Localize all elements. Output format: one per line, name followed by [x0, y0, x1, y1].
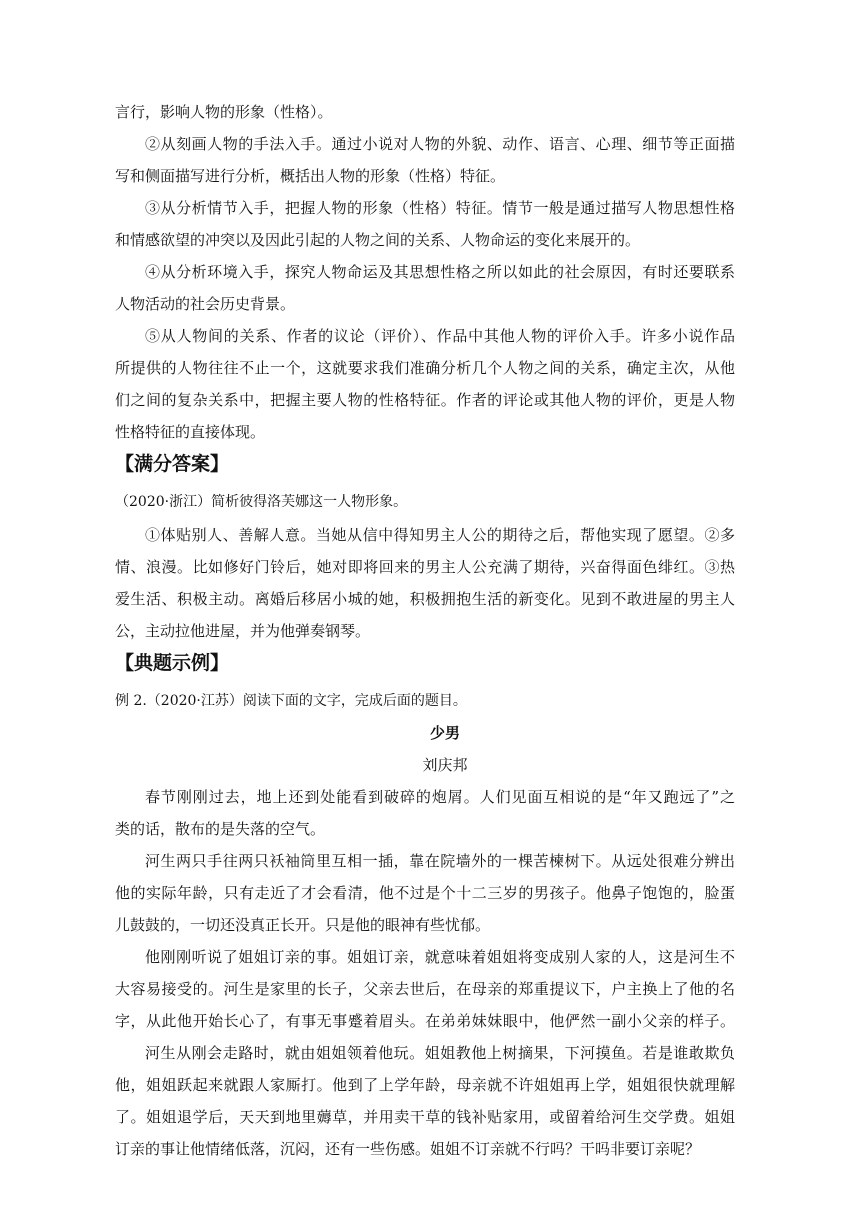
answer-line-1: ①体贴别人、善解人意。当她从信中得知男主人公的期待之后，帮他实现了愿望。②多: [145, 526, 735, 544]
story-line-1: 春节刚刚过去，地上还到处能看到破碎的炮屑。人们见面互相说的是“年又跑远了”之: [145, 788, 735, 806]
method-line-2: ②从刻画人物的手法入手。通过小说对人物的外貌、动作、语言、心理、细节等正面描: [145, 135, 735, 153]
story-line-8: 字，从此他开始长心了，有事无事蹙着眉头。在弟弟妹妹眼中，他俨然一副小父亲的样子。: [115, 1012, 735, 1030]
answer-line-4: 公，主动拉他进屋，并为他弹奏钢琴。: [115, 622, 371, 640]
method-line-5: 和情感欲望的冲突以及因此引起的人物之间的关系、人物命运的变化来展开的。: [115, 231, 641, 249]
story-author: 刘庆邦: [422, 756, 468, 774]
story-line-10: 他，姐姐跃起来就跟人家厮打。他到了上学年龄，母亲就不许姐姐再上学，姐姐很快就理解: [115, 1076, 735, 1094]
story-title: 少男: [429, 724, 460, 742]
story-line-7: 大容易接受的。河生是家里的长子，父亲去世后，在母亲的郑重提议下，户主换上了他的名: [115, 980, 735, 998]
story-line-5: 儿鼓鼓的，一切还没真正长开。只是他的眼神有些忧郁。: [115, 916, 491, 934]
method-line-9: 所提供的人物往往不止一个，这就要求我们准确分析几个人物之间的关系，确定主次，从他: [115, 359, 735, 377]
answer-question: （2020·浙江）简析彼得洛芙娜这一人物形象。: [115, 494, 408, 510]
story-line-4: 他的实际年龄，只有走近了才会看清，他不过是个十二三岁的男孩子。他鼻子饱饱的，脸蛋: [115, 884, 735, 902]
method-line-1: 言行，影响人物的形象（性格）。: [115, 103, 333, 121]
example-intro: 例 2.（2020·江苏）阅读下面的文字，完成后面的题目。: [115, 693, 467, 709]
story-line-12: 订亲的事让他情绪低落，沉闷，还有一些伤感。姐姐不订亲就不行吗？干吗非要订亲呢？: [115, 1140, 701, 1158]
story-line-2: 类的话，散布的是失落的空气。: [115, 820, 326, 838]
method-line-3: 写和侧面描写进行分析，概括出人物的形象（性格）特征。: [115, 167, 506, 185]
example-heading: 【典题示例】: [115, 652, 230, 674]
method-line-4: ③从分析情节入手，把握人物的形象（性格）特征。情节一般是通过描写人物思想性格: [145, 199, 735, 217]
method-line-7: 人物活动的社会历史背景。: [115, 295, 296, 313]
answer-heading: 【满分答案】: [115, 453, 230, 475]
answer-line-2: 情、浪漫。比如修好门铃后，她对即将回来的男主人公充满了期待，兴奋得面色绯红。③热: [115, 558, 735, 576]
story-line-6: 他刚刚听说了姐姐订亲的事。姐姐订亲，就意味着姐姐将变成别人家的人，这是河生不: [145, 948, 735, 966]
story-line-11: 了。姐姐退学后，天天到地里薅草，并用卖干草的钱补贴家用，或留着给河生交学费。姐姐: [115, 1108, 735, 1126]
method-line-10: 们之间的复杂关系中，把握主要人物的性格特征。作者的评论或其他人物的评价，更是人物: [115, 391, 735, 409]
method-line-6: ④从分析环境入手，探究人物命运及其思想性格之所以如此的社会原因，有时还要联系: [145, 263, 735, 281]
story-line-3: 河生两只手往两只袄袖筒里互相一插，靠在院墙外的一棵苦楝树下。从远处很难分辨出: [145, 852, 735, 870]
method-line-8: ⑤从人物间的关系、作者的议论（评价）、作品中其他人物的评价入手。许多小说作品: [145, 327, 735, 345]
story-line-9: 河生从刚会走路时，就由姐姐领着他玩。姐姐教他上树摘果，下河摸鱼。若是谁敢欺负: [145, 1044, 735, 1062]
answer-line-3: 爱生活、积极主动。离婚后移居小城的她，积极拥抱生活的新变化。见到不敢进屋的男主人: [115, 590, 735, 608]
method-line-11: 性格特征的直接体现。: [115, 423, 266, 441]
